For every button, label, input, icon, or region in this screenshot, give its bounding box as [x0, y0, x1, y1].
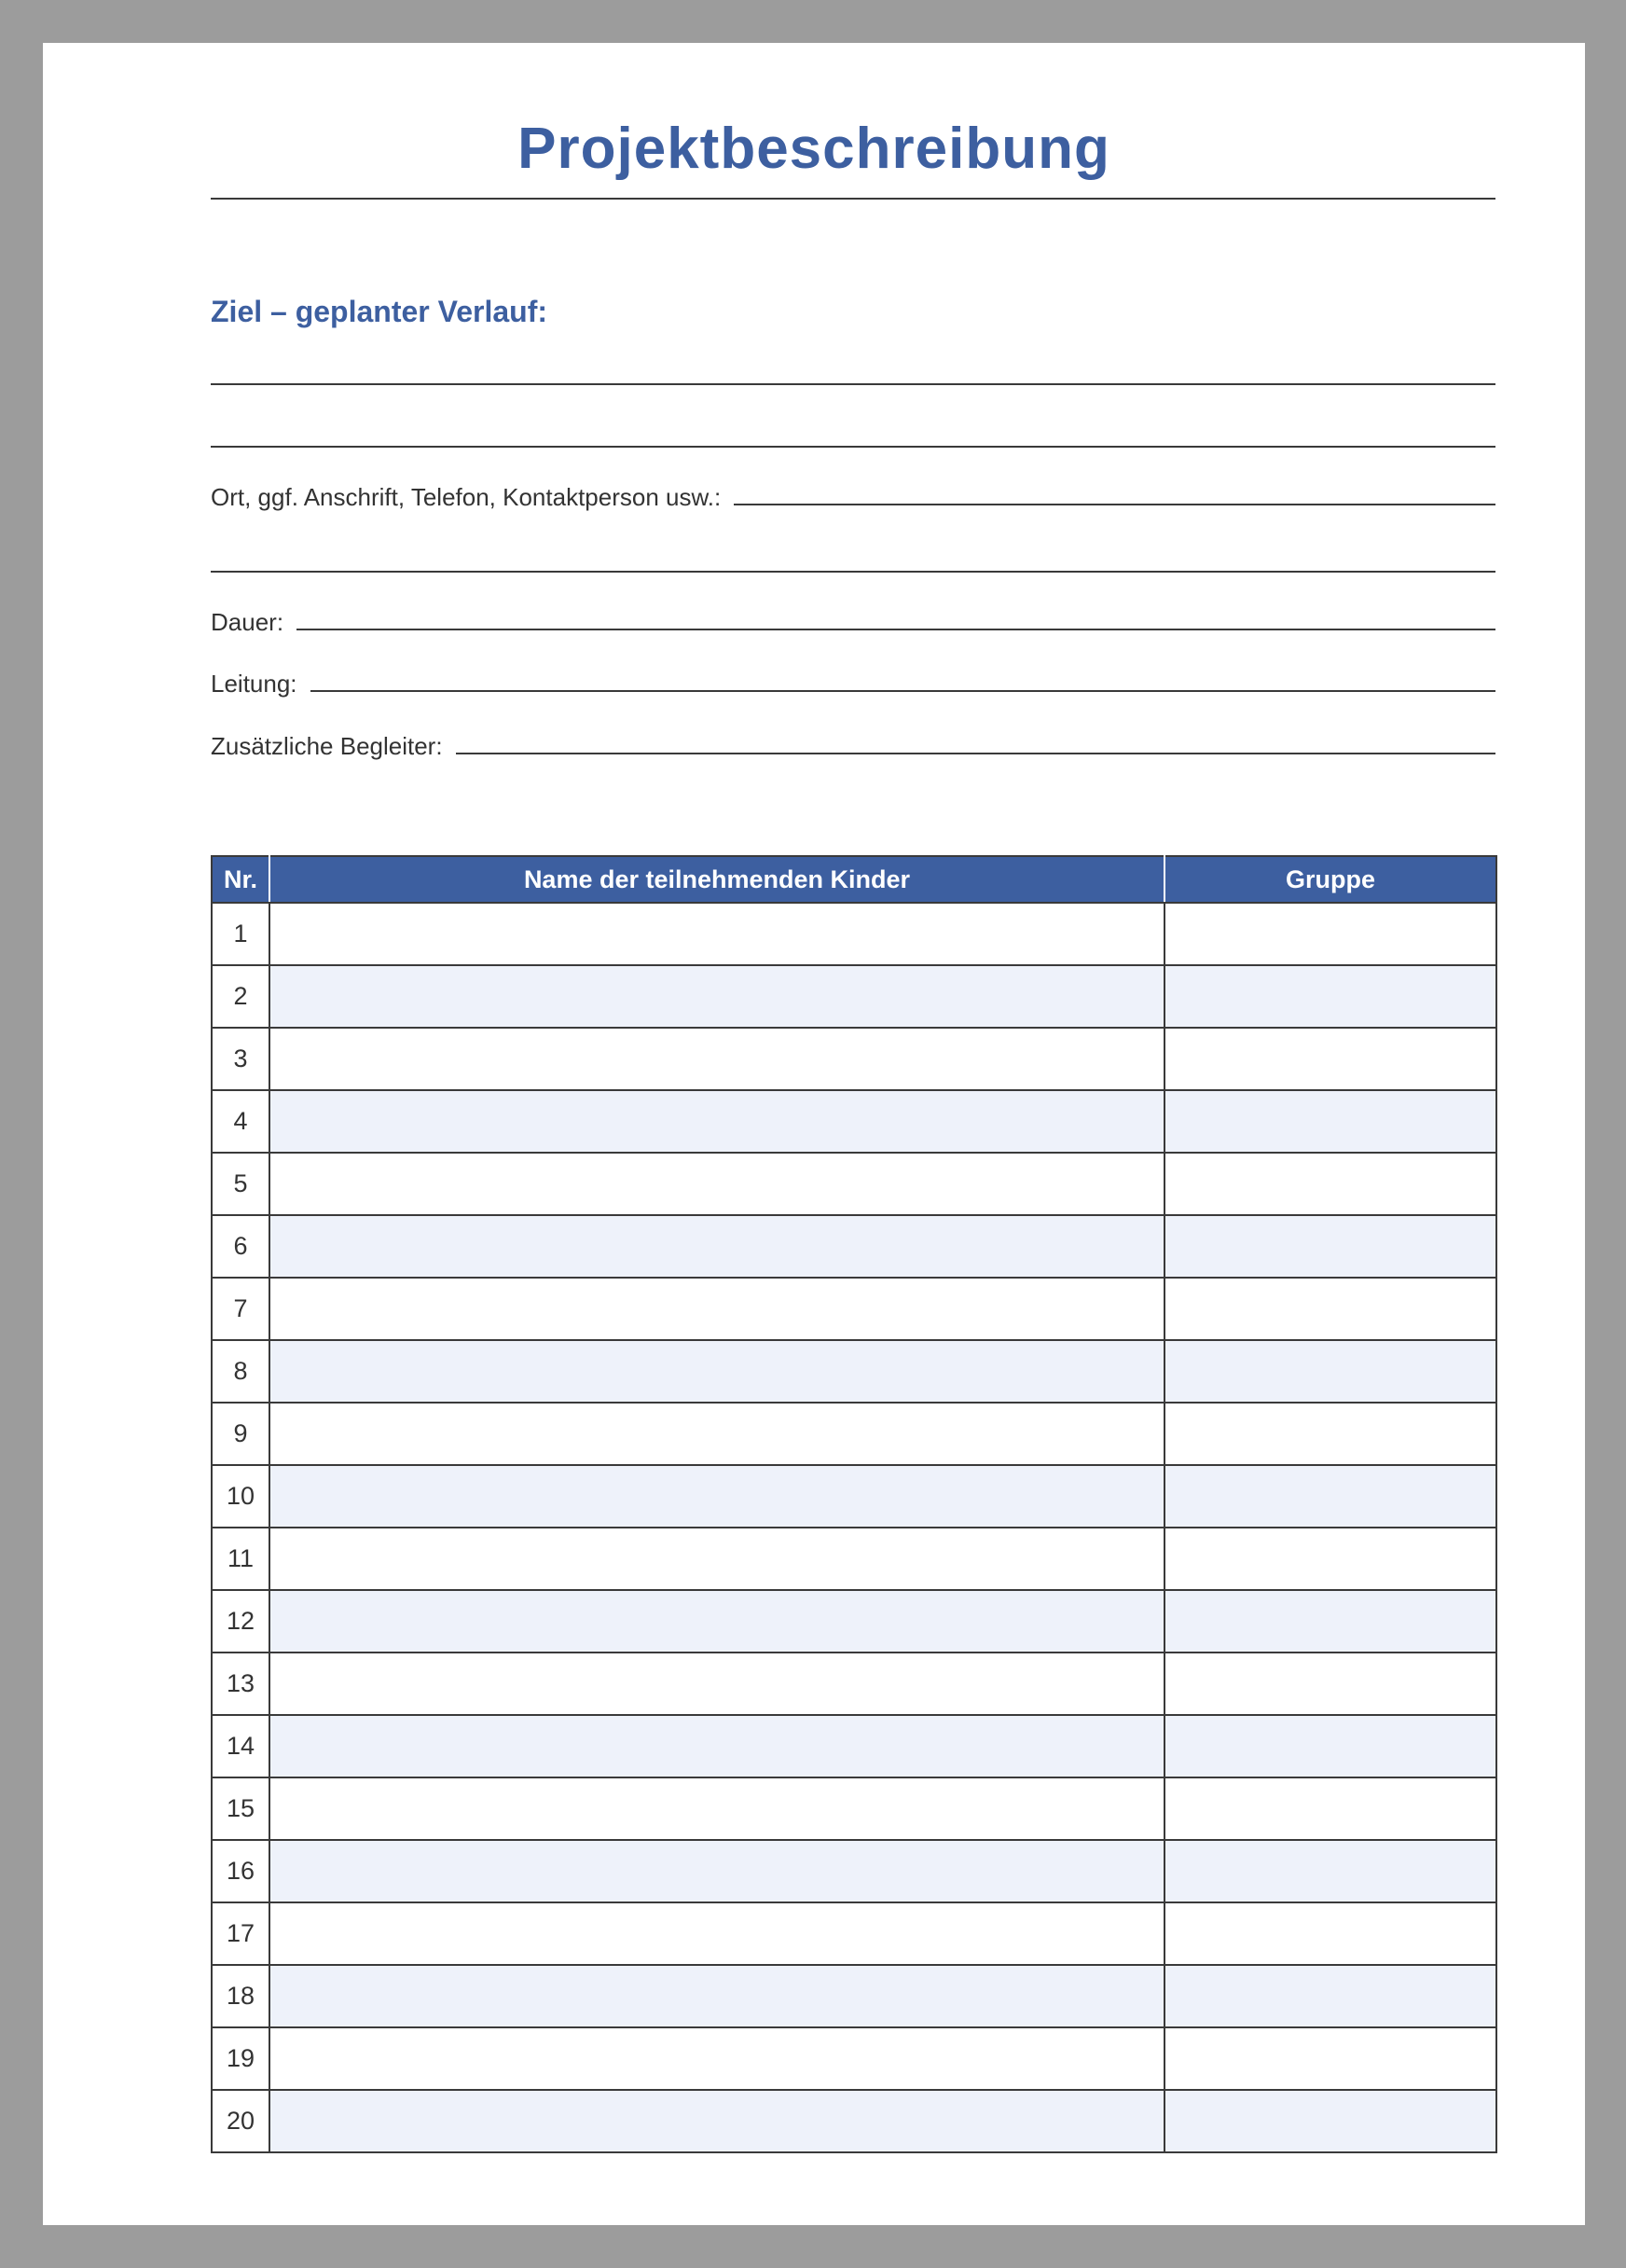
- table-row: [212, 1090, 1496, 1153]
- child-name-cell[interactable]: [269, 1278, 1164, 1340]
- column-header-group: Gruppe: [1164, 856, 1496, 903]
- table-row: [212, 1777, 1496, 1840]
- group-cell[interactable]: [1164, 1902, 1496, 1965]
- row-number: 7: [212, 1278, 269, 1340]
- goal-line-1[interactable]: [211, 383, 1495, 385]
- group-cell[interactable]: [1164, 1465, 1496, 1528]
- group-cell[interactable]: [1164, 1777, 1496, 1840]
- table-row: [212, 2027, 1496, 2090]
- lead-label: Leitung:: [211, 670, 297, 698]
- table-row: [212, 1840, 1496, 1902]
- child-name-cell[interactable]: [269, 2027, 1164, 2090]
- child-name-cell[interactable]: [269, 1528, 1164, 1590]
- group-cell[interactable]: [1164, 2027, 1496, 2090]
- child-name-cell[interactable]: [269, 1590, 1164, 1653]
- group-cell[interactable]: [1164, 1278, 1496, 1340]
- row-number: 20: [212, 2090, 269, 2152]
- table-row: [212, 1278, 1496, 1340]
- child-name-cell[interactable]: [269, 1715, 1164, 1777]
- row-number: 5: [212, 1153, 269, 1215]
- table-row: [212, 1715, 1496, 1777]
- row-number: 17: [212, 1902, 269, 1965]
- row-number: 8: [212, 1340, 269, 1403]
- group-cell[interactable]: [1164, 1653, 1496, 1715]
- goal-line-2[interactable]: [211, 446, 1495, 448]
- group-cell[interactable]: [1164, 1028, 1496, 1090]
- duration-field: [211, 602, 1495, 636]
- companions-field: [211, 726, 1495, 760]
- location-line[interactable]: [734, 504, 1495, 505]
- location-line-2[interactable]: [211, 571, 1495, 573]
- table-row: [212, 965, 1496, 1028]
- child-name-cell[interactable]: [269, 1153, 1164, 1215]
- location-label: Ort, ggf. Anschrift, Telefon, Kontaktperson usw.:: [211, 483, 722, 511]
- table-header-row: [212, 856, 1496, 903]
- child-name-cell[interactable]: [269, 903, 1164, 965]
- group-cell[interactable]: [1164, 1965, 1496, 2027]
- row-number: 18: [212, 1965, 269, 2027]
- child-name-cell[interactable]: [269, 965, 1164, 1028]
- lead-line[interactable]: [310, 690, 1495, 692]
- page-title: Projektbeschreibung: [517, 117, 1110, 181]
- title-divider: [211, 198, 1495, 200]
- table-row: [212, 1215, 1496, 1278]
- child-name-cell[interactable]: [269, 1465, 1164, 1528]
- lead-field: [211, 664, 1495, 698]
- table-row: [212, 2090, 1496, 2152]
- table-row: [212, 903, 1496, 965]
- group-cell[interactable]: [1164, 2090, 1496, 2152]
- table-row: [212, 1902, 1496, 1965]
- group-cell[interactable]: [1164, 1715, 1496, 1777]
- table-row: [212, 1590, 1496, 1653]
- row-number: 10: [212, 1465, 269, 1528]
- duration-label: Dauer:: [211, 608, 284, 636]
- group-cell[interactable]: [1164, 1403, 1496, 1465]
- row-number: 11: [212, 1528, 269, 1590]
- child-name-cell[interactable]: [269, 1090, 1164, 1153]
- form-sheet: [43, 43, 1585, 2225]
- table-row: [212, 1465, 1496, 1528]
- table-row: [212, 1653, 1496, 1715]
- table-row: [212, 1965, 1496, 2027]
- row-number: 3: [212, 1028, 269, 1090]
- row-number: 15: [212, 1777, 269, 1840]
- child-name-cell[interactable]: [269, 1403, 1164, 1465]
- duration-line[interactable]: [296, 629, 1495, 630]
- table-row: [212, 1153, 1496, 1215]
- child-name-cell[interactable]: [269, 1777, 1164, 1840]
- table-row: [212, 1340, 1496, 1403]
- group-cell[interactable]: [1164, 1528, 1496, 1590]
- child-name-cell[interactable]: [269, 1215, 1164, 1278]
- row-number: 4: [212, 1090, 269, 1153]
- companions-label: Zusätzliche Begleiter:: [211, 732, 443, 760]
- participants-table: [211, 855, 1497, 2153]
- child-name-cell[interactable]: [269, 2090, 1164, 2152]
- row-number: 9: [212, 1403, 269, 1465]
- child-name-cell[interactable]: [269, 1902, 1164, 1965]
- group-cell[interactable]: [1164, 903, 1496, 965]
- row-number: 14: [212, 1715, 269, 1777]
- table-body: [212, 903, 1496, 2152]
- group-cell[interactable]: [1164, 1153, 1496, 1215]
- row-number: 6: [212, 1215, 269, 1278]
- row-number: 2: [212, 965, 269, 1028]
- group-cell[interactable]: [1164, 1340, 1496, 1403]
- location-field: [211, 477, 1495, 511]
- group-cell[interactable]: [1164, 1090, 1496, 1153]
- column-header-name: Name der teilnehmenden Kinder: [269, 856, 1164, 903]
- table-row: [212, 1403, 1496, 1465]
- row-number: 12: [212, 1590, 269, 1653]
- row-number: 13: [212, 1653, 269, 1715]
- child-name-cell[interactable]: [269, 1028, 1164, 1090]
- group-cell[interactable]: [1164, 1590, 1496, 1653]
- child-name-cell[interactable]: [269, 1840, 1164, 1902]
- column-header-nr: Nr.: [212, 856, 269, 903]
- table-row: [212, 1028, 1496, 1090]
- row-number: 19: [212, 2027, 269, 2090]
- goal-heading: Ziel – geplanter Verlauf:: [211, 295, 547, 328]
- child-name-cell[interactable]: [269, 1965, 1164, 2027]
- group-cell[interactable]: [1164, 1215, 1496, 1278]
- row-number: 16: [212, 1840, 269, 1902]
- row-number: 1: [212, 903, 269, 965]
- companions-line[interactable]: [456, 753, 1495, 754]
- child-name-cell[interactable]: [269, 1653, 1164, 1715]
- table-row: [212, 1528, 1496, 1590]
- group-cell[interactable]: [1164, 1840, 1496, 1902]
- child-name-cell[interactable]: [269, 1340, 1164, 1403]
- group-cell[interactable]: [1164, 965, 1496, 1028]
